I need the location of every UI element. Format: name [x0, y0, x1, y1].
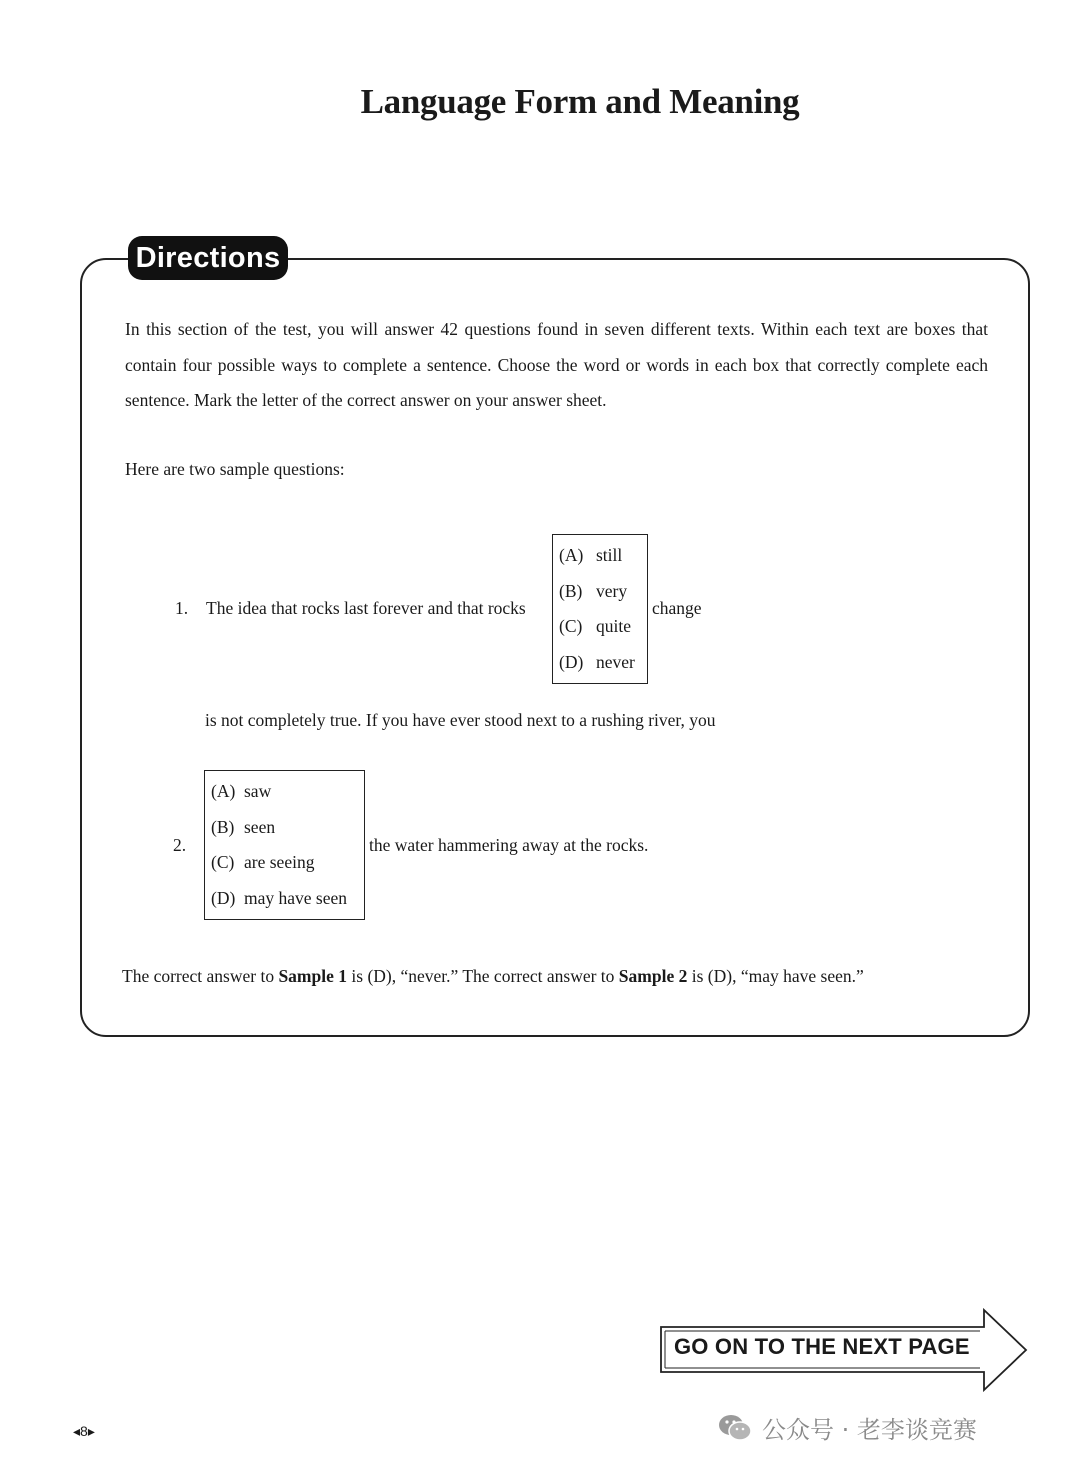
sample2-option-b: (B) seen	[211, 816, 276, 837]
sample-continuation: is not completely true. If you have ever stood next to a rushing river, you	[205, 710, 716, 730]
sample-intro: Here are two sample questions:	[125, 459, 345, 479]
sample2-options-box	[204, 770, 365, 920]
sample1-text-after: change	[652, 598, 702, 618]
sample2-option-a: (A) saw	[211, 781, 272, 801]
wechat-icon	[718, 1414, 752, 1442]
sample1-options-box	[552, 534, 648, 684]
directions-paragraph: In this section of the test, you will answer 42 questions found in seven different texts. Within each text are boxes that contain four possible ways to complete a sentence. Choose the word or words in each box that correctly complete each sentence. Mark the letter of the correct answer on your answer sheet.	[125, 319, 988, 410]
watermark: 公众号 · 老李谈竞赛	[718, 1410, 977, 1445]
sample1-option-b: (B) very	[559, 580, 628, 601]
sample1-text-before: The idea that rocks last forever and that rocks	[206, 598, 526, 618]
sample2-option-d: (D) may have seen	[211, 887, 348, 908]
sample1-option-d: (D) never	[559, 651, 635, 672]
sample1-option-c: (C) quite	[559, 616, 631, 636]
next-page-button[interactable]: GO ON TO THE NEXT PAGE	[674, 1334, 970, 1359]
page-title: Language Form and Meaning	[360, 82, 800, 121]
answer-explanation: The correct answer to Sample 1 is (D), “never.” The correct answer to Sample 2 is (D), “may have seen.”	[122, 966, 864, 986]
directions-label: Directions	[128, 236, 288, 280]
page-number: ◂8▸	[73, 1423, 95, 1439]
sample1-number: 1.	[175, 598, 189, 618]
sample2-text-after: the water hammering away at the rocks.	[369, 835, 649, 855]
sample2-number: 2.	[173, 835, 187, 855]
sample2-option-c: (C) are seeing	[211, 852, 315, 872]
sample1-option-a: (A) still	[559, 545, 623, 565]
